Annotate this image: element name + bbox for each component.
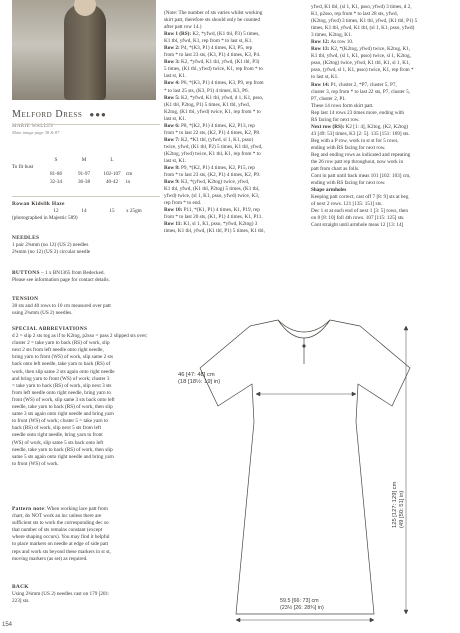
arrow-head <box>352 392 356 396</box>
pattern-note-line: reps and work sts beyond these markers in st st, <box>12 548 111 555</box>
yarn-count: 15 <box>109 208 115 215</box>
row-label: Row 11: <box>164 221 183 228</box>
abbreviation-line: needle, take yarn to back (RS) of work, then slip <box>12 446 113 453</box>
instruction-line: 43 [49: 53] times, K3 [2: 5]. 135 [151: 169] sts. <box>311 130 410 137</box>
abbreviation-line: back onto left needle, take yarn to back (RS) of <box>12 361 111 368</box>
width-in: (18 [18½: 19] in) <box>178 379 221 385</box>
width-label <box>178 372 220 386</box>
size-header-row <box>12 157 162 164</box>
arrow-head <box>256 392 260 396</box>
instruction-line: RS facing for next row. <box>311 116 360 123</box>
row-label: Row 12: <box>311 39 330 46</box>
divider <box>12 196 160 197</box>
abbreviations-heading: SPECIAL ABBREVIATIONS <box>12 326 88 332</box>
abbreviation-line: back (RS) of work, slip next 5 sts from left <box>12 425 102 432</box>
abbreviation-line: needle onto right needle, bring yarn to front <box>12 432 103 439</box>
size-m: M <box>81 157 87 163</box>
instruction-line: Row 10: P11, *(K1, P1) 4 times, K1, P19, rep <box>164 207 260 214</box>
instruction-line: to last st, K1. <box>311 74 339 81</box>
length-label <box>392 482 406 528</box>
buttons-section <box>12 270 162 284</box>
fit-label: To fit bust <box>12 164 34 171</box>
abbreviation-line: front (WS) of work, slip same 3 sts back onto left <box>12 396 115 403</box>
instruction-line: Beg with a P row, work in st st for 5 rows, <box>311 137 399 144</box>
abbreviation-line: needle, take yarn to back (RS) of work, then slip <box>12 404 113 411</box>
row-label: Row 7: <box>164 136 180 143</box>
needles-section <box>12 235 162 256</box>
size-unit: cm <box>126 171 133 178</box>
instruction-line: Row 11: K1, sl 1, K1, psso, *yfwd, K2tog) 3 <box>164 221 258 228</box>
abbreviations-body <box>12 333 162 468</box>
instruction-line: Cont in patt until back meas 101 [102: 103] cm, <box>311 173 411 180</box>
row-label: Row 8: <box>164 165 180 172</box>
row-label: Row 9: <box>164 179 180 186</box>
instruction-line: from * to last 23 sts, (K2, P1) 4 times, K2, P9. <box>164 172 261 179</box>
instruction-line: the 26 row patt rep throughout, now work in <box>311 159 404 166</box>
arrow-head <box>404 610 408 614</box>
instruction-line: Row 6: P8, *(K2, P1) 4 times, K2, P13, rep <box>164 122 255 129</box>
instruction-line: Row 1 (RS): K2, *yfwd, (K1 tbl, P3) 5 times, <box>164 31 260 38</box>
instruction-line: yfwd, K1 tbl, (sl 1, K1, psso, yfwd) 3 times, d 2, <box>311 4 412 10</box>
instruction-line: (K1 tbl, P2tog, P1) 5 times, K1 tbl, yfwd, <box>164 101 251 108</box>
yarn-section <box>12 201 162 222</box>
width-cm: 46 [47: 48] cm <box>178 372 215 378</box>
size-cell: 40-42 <box>105 178 119 185</box>
row-label: Next row (RS): <box>311 123 345 130</box>
size-l: L <box>110 157 114 163</box>
abbreviation-line: to front (WS) of work; cluster 5 = take yarn to <box>12 418 108 425</box>
title-block <box>12 104 162 135</box>
instruction-line: 5 times, (K1 tbl, yfwd) twice, K1, rep from * to <box>164 66 263 73</box>
yarn-heading: Rowan Kidsilk Haze <box>12 201 65 207</box>
back-line: Using 2¾mm (US 2) needles cast on 179 [201: <box>12 591 110 598</box>
size-s: S <box>54 157 58 163</box>
photo-reference: Main image page 38 & 87 <box>12 130 60 135</box>
row-label: Row 3: <box>164 59 180 66</box>
instruction-line: Row 3: K2, *yfwd, K1 tbl, yfwd, (K1 tbl, P3) <box>164 59 260 66</box>
instruction-line: P7, cluster 2, P1. <box>311 95 347 102</box>
yarn-count: 12 <box>53 208 59 215</box>
instruction-line: ending with RS facing for next row. <box>311 144 386 151</box>
length-in: (49 [50: 51] in) <box>399 490 405 528</box>
instruction-line: (K2tog, yfwd) twice, K1 tbl, K1, rep from * to <box>164 150 261 157</box>
instruction-line: yfwd) twice, (sl 1, K1, psso, yfwd) twice, K3, <box>164 193 260 200</box>
size-cell: 32-34 <box>49 178 63 185</box>
fit-label-row <box>12 164 162 171</box>
instruction-line: * to last 25 sts, (K3, P1) 4 times, K3, P6. <box>164 87 249 94</box>
instruction-line: Row 4: P6, *(K3, P1) 4 times, K3, P9, rep from <box>164 80 264 87</box>
instruction-line: from * to last 20 sts, (K1, P1) 4 times, K1, P11. <box>164 214 263 221</box>
garment-photo <box>12 0 156 100</box>
instruction-line: Keeping patt correct, cast off 7 [8: 9] sts at beg <box>311 194 409 201</box>
tension-line: 30 sts and 40 rows to 10 cm measured over patt <box>12 303 111 310</box>
instruction-line: last st, K1. <box>164 157 187 164</box>
instruction-line: Dec 1 st at each end of next 1 [3: 5] rows, then <box>311 208 408 215</box>
abbreviation-line: cluster 2 = take yarn to back (RS) of work, slip <box>12 340 110 347</box>
size-cell: 81-86 <box>49 171 63 178</box>
instruction-line: (Note: The number of sts varies whilst working <box>164 10 263 16</box>
size-cell: 102-107 <box>103 171 121 178</box>
instruction-line: Row 5: K2, *yfwd, K1 tbl, yfwd, d 1, K1, psso, <box>164 94 264 101</box>
instruction-line: Row 12: As row 10. <box>311 39 354 46</box>
needles-line: 1 pair 2¾mm (no 12) (US 2) needles <box>12 242 89 249</box>
abbreviations-section <box>12 326 162 468</box>
instruction-line: rep from * to end. <box>164 200 202 207</box>
instruction-line: ending with RS facing for next row. <box>311 180 386 187</box>
instruction-line: Beg and ending rows as indicated and repeating <box>311 151 411 158</box>
instruction-line: Rep last 14 rows 23 times more, ending with <box>311 109 404 116</box>
hem-label <box>280 598 324 612</box>
instruction-line: from * to last 22 sts, (K2, P1) 4 times, K2, P8. <box>164 129 261 136</box>
abbreviation-line: = take yarn to back (RS) of work, slip next 3 sts <box>12 382 112 389</box>
instructions-column-right <box>311 4 457 230</box>
abbreviation-line: work, then slip same 2 sts again onto right needle <box>12 368 115 375</box>
pattern-note-line: where shaping occurs). You may find it helpful <box>12 534 110 541</box>
pattern-note-line: to place markers on needle at edge of side patt <box>12 541 109 548</box>
pattern-note-line: sufficient sts to work the corresponding dec so <box>12 520 109 527</box>
row-label: Row 2: <box>164 45 180 52</box>
back-heading: BACK <box>12 584 29 590</box>
instruction-line: Row 8: P9, *(K2, P1) 4 times, K2, P15, rep <box>164 165 255 172</box>
instruction-line: patt from chart as folls. <box>311 166 360 173</box>
row-label: Row 4: <box>164 80 180 87</box>
yarn-count: 14 <box>81 208 87 215</box>
abbreviation-line: from left needle onto right needle, bring yarn to <box>12 389 111 396</box>
instruction-line: skirt patt, therefore sts should only be counted <box>164 17 260 24</box>
back-section <box>12 584 162 605</box>
sizes-table <box>12 157 162 186</box>
length-cm: 125 [127: 129] cm <box>392 481 398 528</box>
pattern-note-section <box>12 506 162 563</box>
row-label: Row 5: <box>164 94 180 101</box>
neckline <box>278 320 330 338</box>
yarn-unit: x 25gm <box>126 208 142 215</box>
instruction-line: cluster 3, rep from * to last 22 sts, P7, cluster 5, <box>311 88 410 95</box>
abbreviation-line: d 2 = slip 2 sts tog as if to K2tog, p2sso = pass 2 slipped sts over; <box>12 333 148 340</box>
tension-section <box>12 296 162 317</box>
row-label: Row 10: <box>164 207 183 214</box>
pattern-note-line: that number of sts remains constant (except <box>12 527 103 534</box>
instruction-line: Row 13: K2, *(K2tog, yfwd) twice, K2tog, K1, <box>311 46 411 53</box>
back-line: 223] sts. <box>12 598 30 605</box>
size-cell: 91-97 <box>77 171 91 178</box>
row-label: Row 6: <box>164 122 180 129</box>
tension-line: using 2¾mm (US 2) needles. <box>12 310 73 317</box>
abbreviation-line: to front (WS) of work. <box>12 460 59 467</box>
instruction-line: These 14 rows form skirt patt. <box>311 102 374 109</box>
instruction-line: Row 9: K3, *(yfwd, K2tog) twice, yfwd, <box>164 179 250 186</box>
hem-cm: 59.5 [66: 73] cm <box>280 598 319 604</box>
needles-heading: NEEDLES <box>12 235 40 241</box>
size-cell: 36-38 <box>77 178 91 185</box>
size-row-in <box>12 179 162 186</box>
pattern-note-line: chart, do NOT work an inc unless there are <box>12 513 102 520</box>
instruction-line: Row 2: P4, *(K3, P1) 4 times, K3, P5, rep <box>164 45 253 52</box>
row-label: Row 1 (RS): <box>164 31 192 38</box>
tension-heading: TENSION <box>12 296 39 302</box>
pattern-note-line: moving markers (as set) as required. <box>12 555 88 562</box>
instruction-line: psso, (K2tog) twice, yfwd, K1 tbl, K1, sl 1, K1, <box>311 60 410 67</box>
instruction-line: on 8 [8: 10] foll 4th rows. 107 [115: 125] sts. <box>311 215 405 222</box>
button-mark <box>302 344 305 347</box>
model-figure <box>64 4 106 100</box>
divider <box>12 124 160 125</box>
instruction-line: K1 tbl, yfwd, (sl 1, K1, psso) twice, sl 1, K2tog, <box>311 53 411 60</box>
instruction-line: last st, K1. <box>164 115 187 122</box>
instruction-line: (K2tog, yfwd) 3 times, K1 tbl, yfwd, (K1 tbl, P1) 5 <box>311 18 418 25</box>
instruction-line: Row 14: P1, cluster 2, *P7, cluster 5, P7, <box>311 81 397 88</box>
buttons-text: – 1 x BN1365 from Bedecked. <box>39 270 105 276</box>
pattern-note-body <box>12 513 162 563</box>
hem-in: (23½ [26: 28¾] in) <box>280 605 324 611</box>
pattern-note-label: Pattern note <box>12 506 45 512</box>
abbreviation-line: and bring yarn to front (WS) of work; cluster 3 <box>12 375 110 382</box>
size-unit: in <box>126 178 131 185</box>
abbreviation-line: next 2 sts from left needle onto right needle, <box>12 347 104 354</box>
arrow-head <box>236 618 240 622</box>
instruction-line: Cont straight until armhole meas 12 [13: 14] <box>311 222 404 229</box>
abbreviation-line: same 3 sts again onto right needle and bring yarn <box>12 411 114 418</box>
buttons-heading: BUTTONS <box>12 270 40 276</box>
yarn-note: (photographed in Majestic 589) <box>12 215 78 222</box>
instruction-line: K1 tbl, yfwd, K1, rep from * to last st, K1. <box>164 38 253 45</box>
instruction-line: psso, (yfwd, sl 1, K1, psso) twice, K1, rep from * <box>311 67 414 74</box>
instruction-line: Next row (RS): K2 [1: 4], K2tog, (K2, K2tog) <box>311 123 409 130</box>
buttons-contact: Please see information page for contact details. <box>12 277 110 284</box>
row-label: Row 14: <box>311 81 330 88</box>
abbreviation-line: (WS) of work, slip same 5 sts back onto left <box>12 439 104 446</box>
designer-name: MARIE WALLIN <box>12 124 54 129</box>
instruction-line: K1 tbl, yfwd, (K1 tbl, P2tog) 5 times, (K1 tbl, <box>164 186 260 193</box>
needles-line: 2¾mm (no 12) (US 2) circular needle <box>12 249 91 256</box>
difficulty-dots: ●●● <box>89 110 107 119</box>
size-row-cm <box>12 171 162 178</box>
pattern-note-line: : When working lace patt from <box>44 506 108 512</box>
instruction-line: K1, p2sso, rep from * to last 28 sts, yfwd, <box>311 11 398 18</box>
instruction-line: times, K1 tbl, yfwd, (K1 tbl, P1) 5 times, K1 tbl, <box>164 228 265 235</box>
dress-schematic <box>160 302 456 628</box>
instructions-column-middle <box>164 10 310 236</box>
page-number: 154 <box>2 622 13 628</box>
instruction-line: Row 7: K2, *K1 tbl, (yfwd, sl 1, K1, psso) <box>164 136 254 143</box>
dress-outline <box>200 320 410 614</box>
pattern-title: Melford Dress <box>12 109 83 120</box>
instruction-line: K2tog, (K1 tbl, yfwd) twice, K1, rep from * to <box>164 108 261 115</box>
instruction-line: Shape armholes <box>311 187 347 194</box>
arrow-head <box>370 618 374 622</box>
instruction-line: last st, K1. <box>164 73 187 80</box>
abbreviation-line: same 5 sts again onto right needle and bring yarn <box>12 453 114 460</box>
instruction-line: times, K1 tbl, yfwd, K1 tbl, (sl 1, K1, psso, yfwd) <box>311 25 415 32</box>
row-label: Row 13: <box>311 46 330 53</box>
instruction-line: of next 2 rows. 121 [135: 151] sts. <box>311 201 383 208</box>
schematic-drawing <box>160 302 456 628</box>
arrow-head <box>404 326 408 330</box>
instruction-line: after patt row 14.) <box>164 24 202 31</box>
instruction-line: from * to last 23 sts, (K3, P1) 4 times, K3, P4. <box>164 52 261 59</box>
abbreviation-line: bring yarn to front (WS) of work, slip same 2 sts <box>12 354 113 361</box>
instruction-line: twice, yfwd, (K1 tbl, P2) 5 times, K1 tbl, yfwd, <box>164 143 263 150</box>
instruction-line: 3 times, K2tog, K1. <box>311 32 352 39</box>
